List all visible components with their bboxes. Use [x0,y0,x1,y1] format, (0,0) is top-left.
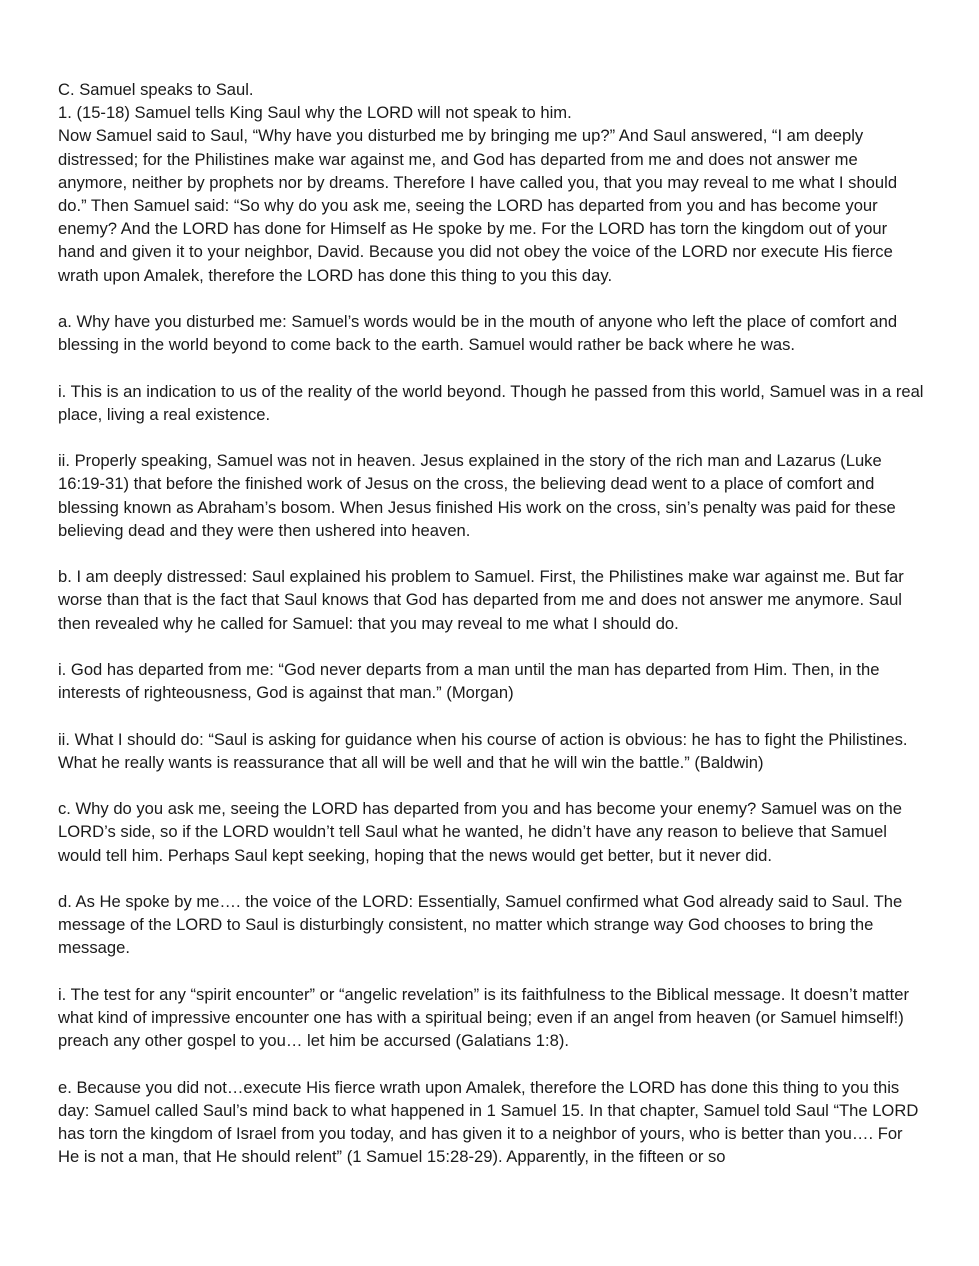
section-subheading: 1. (15-18) Samuel tells King Saul why the LORD will not speak to him. [58,103,572,123]
commentary-paragraph-b-i: i. God has departed from me: “God never departs from a man until the man has departed from Him. Then, in the interests of righteousness, God is against that man.” (Morgan) [58,660,880,703]
commentary-paragraph-a: a. Why have you disturbed me: Samuel’s words would be in the mouth of anyone who left the place of comfort and blessing in the world beyond to come back to the earth. Samuel would rather be back where he was. [58,312,898,355]
paragraph-gap [58,356,928,379]
paragraph-gap [58,867,928,890]
commentary-paragraph-b-ii: ii. What I should do: “Saul is asking for guidance when his course of action is obvious: he has to fight the Philistines. What he really wants is reassurance that all will be well and that he will win the battle.” (Baldwin) [58,729,908,772]
commentary-paragraph-b: b. I am deeply distressed: Saul explained his problem to Samuel. First, the Philistines make war against me. But far worse than that is the fact that Saul knows that God has departed from me and does not answer me anymore. Saul then revealed why he called for Samuel: that you may reveal to me what I should do. [58,567,904,633]
paragraph-gap [58,635,928,658]
commentary-paragraph-c: c. Why do you ask me, seeing the LORD has departed from you and has become your enemy? Samuel was on the LORD’s side, so if the LORD wouldn’t tell Saul what he wanted, he didn’t have any reason to believe that Samuel would tell him. Perhaps Saul kept seeking, hoping that the news would get better, but it never did. [58,799,902,865]
paragraph-gap [58,704,928,727]
commentary-paragraph-a-i: i. This is an indication to us of the reality of the world beyond. Though he passed from this world, Samuel was in a real place, living a real existence. [58,381,924,424]
document-page [58,78,928,1168]
paragraph-gap [58,426,928,449]
commentary-paragraph-e: e. Because you did not…execute His fierce wrath upon Amalek, therefore the LORD has done this thing to you this day: Samuel called Saul’s mind back to what happened in 1 Samuel 15. In that chapter, Samuel told Saul “The LORD has torn the kingdom of Israel from you today, and has given it to a neighbor of yours, who is better than you…. For He is not a man, that He should relent” (1 Samuel 15:28-29). Apparently, in the fifteen or so [58,1077,919,1167]
paragraph-gap [58,774,928,797]
section-heading: C. Samuel speaks to Saul. [58,80,254,99]
paragraph-gap [58,287,928,310]
scripture-passage: Now Samuel said to Saul, “Why have you disturbed me by bringing me up?” And Saul answered, “I am deeply distressed; for the Philistines make war against me, and God has departed from me and does not answer me anymore, neither by prophets nor by dreams. Therefore I have called you, that you may reveal to me what I should do.” Then Samuel said: “So why do you ask me, seeing the LORD has departed from you and has become your enemy? And the LORD has done for Himself as He spoke by me. For the LORD has torn the kingdom out of your hand and given it to your neighbor, David. Because you did not obey the voice of the LORD nor execute His fierce wrath upon Amalek, therefore the LORD has done this thing to you this day. [58,126,898,285]
commentary-paragraph-d-i: i. The test for any “spirit encounter” or “angelic revelation” is its faithfulness to the Biblical message. It doesn’t matter what kind of impressive encounter one has with a spiritual being; even if an angel from heaven (or Samuel himself!) preach any other gospel to you… let him be accursed (Galatians 1:8). [58,984,909,1051]
commentary-paragraph-a-ii: ii. Properly speaking, Samuel was not in heaven. Jesus explained in the story of the rich man and Lazarus (Luke 16:19-31) that before the finished work of Jesus on the cross, the believing dead went to a place of comfort and blessing known as Abraham’s bosom. When Jesus finished His work on the cross, sin’s penalty was paid for these believing dead and they were then ushered into heaven. [58,451,896,540]
commentary-paragraph-d: d. As He spoke by me…. the voice of the LORD: Essentially, Samuel confirmed what God already said to Saul. The message of the LORD to Saul is disturbingly consistent, no matter which strange way God chooses to bring the message. [58,891,903,958]
paragraph-gap [58,960,928,983]
paragraph-gap [58,1052,928,1075]
paragraph-gap [58,542,928,565]
